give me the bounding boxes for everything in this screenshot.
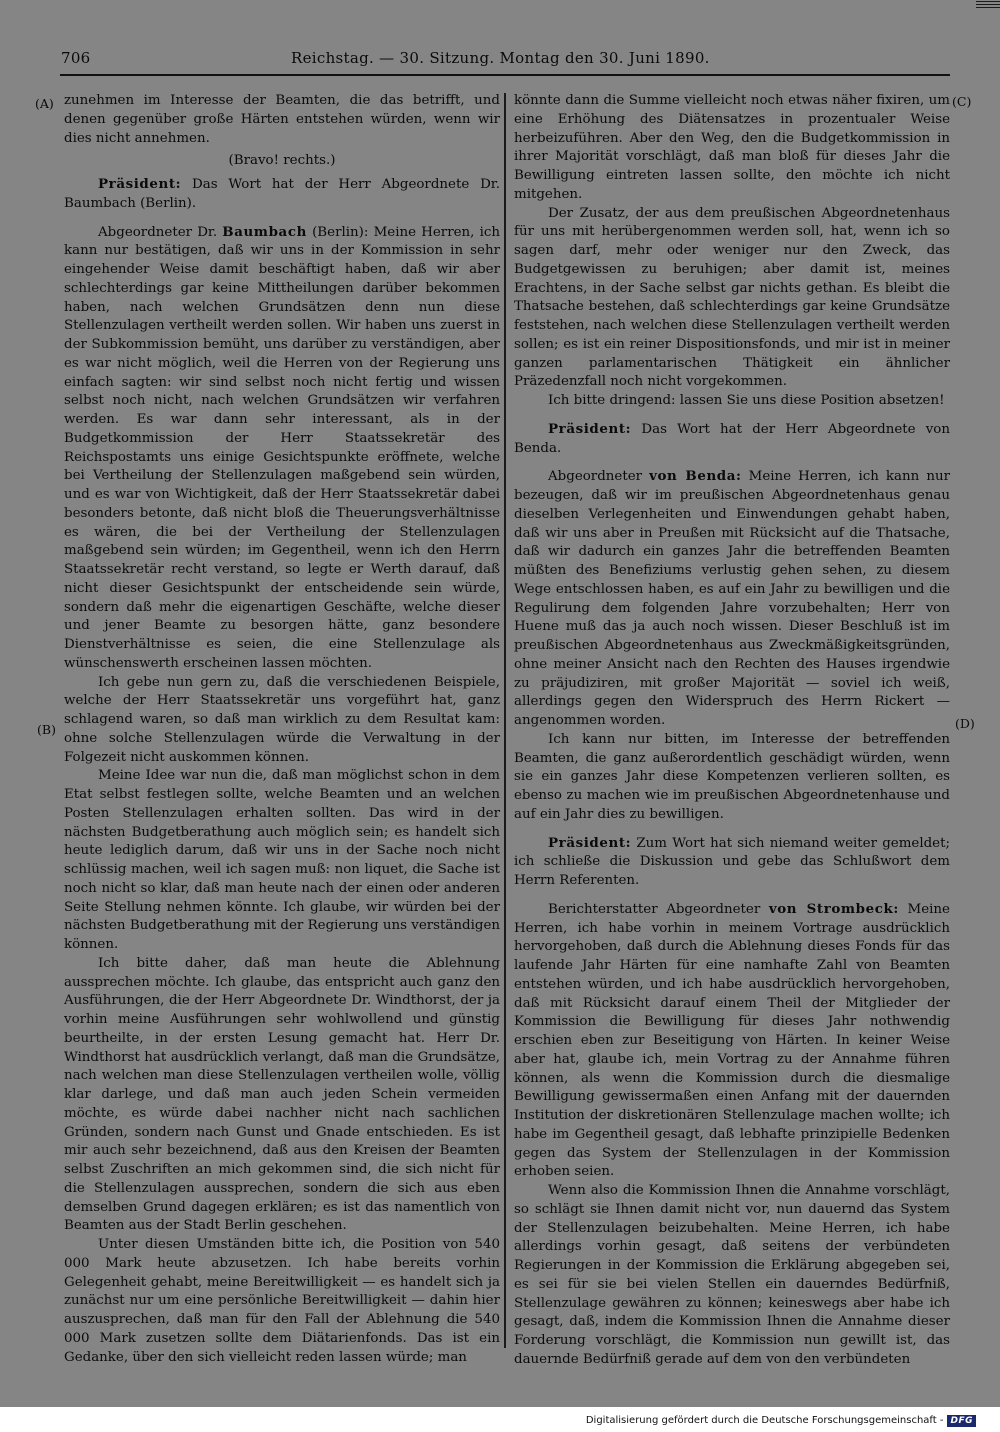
margin-marker-d: (D) [955,716,975,731]
digitization-credit [586,1414,976,1428]
credit-text: Digitalisierung gefördert durch die Deutsche Forschungsgemeinschaft - [585,1415,944,1426]
paragraph: Der Zusatz, der aus dem preußischen Abgeordnetenhaus für uns mit herübergenommen werden soll, hat, wenn ich so sagen darf, mehr oder weniger nur den Zweck, das Budgetgewissen zu beruhigen; aber damit ist, meines Erachtens, in der Sache selbst gar nichts gethan. Es bleibt die Thatsache bestehen, daß schlechterdings gar keine Grundsätze feststehen, nach welchen diese Stellenzulagen vertheilt werden sollen; es ist ein reiner Dispositionsfonds, und mir ist in meiner ganzen parlamentarischen Thätigkeit ein ähnlicher Präzedenzfall noch nicht vorgekommen. [514,205,950,390]
paragraph-text: Meine Herren, ich kann nur bezeugen, daß wir im preußischen Abgeordnetenhaus genau dieselben Verlegenheiten und Einwendungen gehabt haben, daß wir uns aber in Preußen mit Rücksicht auf die Thatsache, daß wir dadurch ein ganzes Jahr die betreffenden Beamten müßten des Benefiziums verlustig gehen sehen, zu diesem Wege entschlossen haben, es auf ein Jahr zu bewilligen und die Regulirung dem folgenden Jahre vorzubehalten; Herr von Huene muß das ja auch noch wissen. Dieser Beschluß ist im preußischen Abgeordnetenhaus aus Zweckmäßigkeitsgründen, ohne meiner Ansicht nach den Rechten des Hauses irgendwie zu präjudiziren, mit großer Majorität — soviel ich weiß, allerdings gegen den Widerspruch des Herrn Rickert — angenommen worden. [514,469,950,728]
speaker-name: Präsident: [548,420,632,437]
paragraph [64,223,500,674]
paragraph: Unter diesen Umständen bitte ich, die Position von 540 000 Mark heute abzusetzen. Ich habe bereits vorhin Gelegenheit gehabt, meine Bereitwilligkeit — es handelt sich ja zunächst nur um eine persönliche Bereitwilligkeit — dahin hier auszusprechen, daß man für den Fall der Ablehnung die 540 000 Mark zusetzen sollte dem Diätarienfonds. Das ist ein Gedanke, über den sich vielleicht reden lassen würde; man [64,1237,500,1365]
paragraph: Meine Idee war nun die, daß man möglichst schon in dem Etat selbst festlegen sollte, welche Beamten und an welchen Posten Stellenzulagen erhalten sollten. Das wird in der nächsten Budgetberathung auch möglich sein; es handelt sich heute lediglich darum, daß wir uns in der Sache noch nicht schlüssig machen, weil ich sagen muß: non liquet, die Sache ist noch nicht so klar, daß man heute nach der einen oder anderen Seite Stellung nehmen könnte. Ich glaube, wir würden bei der nächsten Budgetberathung mit der Regierung uns verständigen können. [64,768,500,952]
margin-marker-b: (B) [37,722,56,737]
right-column [514,92,950,1370]
header-rule [60,74,950,76]
paragraph [514,834,950,891]
speaker-prefix: Abgeordneter [548,469,650,485]
applause-note: (Bravo! rechts.) [228,153,336,169]
paragraph-text: Das Wort hat der Herr Abgeordnete Dr. Baumbach (Berlin). [64,177,500,211]
column-divider [504,93,506,1348]
page-number: 706 [61,49,91,67]
page-header [57,49,947,69]
paragraph [64,175,500,214]
speaker-prefix: Berichterstatter Abgeordneter [548,901,769,917]
paragraph: Ich kann nur bitten, im Interesse der betreffenden Beamten, die ganz außerordentlich geschädigt würden, wenn sie ein ganzes Jahr diese Kompetenzen verlieren sollten, es ebenso zu machen wie im preußischen Abgeordnetenhause und auf ein Jahr dies zu bewilligen. [514,731,950,822]
speaker-name: Präsident: [548,834,632,851]
speaker-name: von Strombeck: [768,900,899,917]
speaker-name: Baumbach [222,223,307,240]
paragraph: Ich bitte dringend: lassen Sie uns diese Position absetzen! [548,393,945,408]
left-column [64,92,500,1367]
speaker-name: von Benda: [649,468,742,485]
scan-edge-lines [976,0,1000,8]
paragraph: zunehmen im Interesse der Beamten, die das betrifft, und denen gegenüber große Härten entstehen würden, wenn wir dies nicht annehmen. [64,93,500,146]
margin-marker-c: (C) [952,94,972,109]
speaker-name: Präsident: [98,176,182,192]
margin-marker-a: (A) [35,96,54,111]
paragraph: Wenn also die Kommission Ihnen die Annahme vorschlägt, so schlägt sie Ihnen damit nicht vor, nun dauernd das System der Stellenzulagen beizubehalten. Meine Herren, ich habe allerdings vorhin gesagt, daß seitens der verbündeten Regierungen in der Kommission die Erklärung abgegeben sei, es sei für sie bei vielen Stellen ein dauerndes Bedürfniß, Stellenzulage gewähren zu können; keineswegs aber habe ich gesagt, daß, indem die Kommission Ihnen die Annahme dieser Forderung vorschlägt, die Kommission nun gewillt ist, das dauernde Bedürfniß gerade auf dem von den verbündeten [514,1183,950,1367]
dfg-logo: DFG [947,1415,976,1427]
paragraph-text: (Berlin): Meine Herren, ich kann nur bestätigen, daß wir uns in der Kommission in sehr eingehender Weise damit beschäftigt haben, daß wir aber schlechterdings gar keine Mittheilungen darüber bekommen haben, nach welchen Grundsätzen denn nun diese Stellenzulagen vertheilt werden sollen. Wir haben uns zuerst in der Subkommission bemüht, uns darüber zu verständigen, aber es war nicht möglich, weil die Herren von der Regierung uns einfach sagten: wir sind selbst noch nicht fertig und wissen selbst noch nicht, nach welchen Grundsätzen wir verfahren werden. Es war dann sehr interessant, als in der Budgetkommission der Herr Staatssekretär des Reichspostamts uns einige Gesichtspunkte eröffnete, welche bei Vertheilung der Stellenzulagen maßgebend sein würden, und es war von Wichtigkeit, daß der Herr Staatssekretär dabei besonders betonte, daß nicht bloß die Theuerungsverhältnisse es wären, die bei der Vertheilung der Stellenzulagen maßgebend sein würden; im Gegentheil, wenn ich den Herrn Staatssekretär recht verstand, so legte er Werth darauf, daß nicht dieser Gesichtspunkt der entscheidende sein würde, sondern daß mehr die eigenartigen Geschäfte, welche dieser und jener Beamte zu besorgen hätte, ganz besondere Dienstverhältnisse es seien, die eine Stellenzulage als wünschenswerth erscheinen lassen möchten. [64,224,500,671]
running-title: Reichstag. — 30. Sitzung. Montag den 30. Juni 1890. [291,49,710,67]
paragraph-text: Zum Wort hat sich niemand weiter gemeldet; ich schließe die Diskussion und gebe das Schlußwort dem Herrn Referenten. [514,835,950,888]
paragraph [514,900,950,1182]
paragraph: könnte dann die Summe vielleicht noch etwas näher fixiren, um eine Erhöhung des Diätensatzes in prozentualer Weise herbeizuführen. Aber den Weg, den die Budgetkommission in ihrer Majorität vorschlägt, daß man bloß für dieses Jahr die Bewilligung eintreten lassen sollte, den möchte ich nicht mitgehen. [514,93,950,202]
speaker-prefix: Abgeordneter Dr. [98,224,223,240]
paragraph [514,420,950,459]
paragraph-text: Das Wort hat der Herr Abgeordnete von Benda. [514,421,950,456]
paragraph [514,467,950,731]
paragraph: Ich gebe nun gern zu, daß die verschiedenen Beispiele, welche der Herr Staatssekretär uns vorgeführt hat, ganz schlagend waren, so daß man wirklich zu dem Resultat kam: ohne solche Stellenzulagen würde die Verwaltung in der Folgezeit nicht auskommen können. [64,674,500,765]
paragraph-text: Meine Herren, ich habe vorhin in meinem Vortrage ausdrücklich hervorgehoben, daß durch die Ablehnung dieses Fonds für das laufende Jahr Härten für eine namhafte Zahl von Beamten entstehen würden, und ich habe ausdrücklich hervorgehoben, daß mit Rücksicht darauf einem Theil der Mitglieder der Kommission die Bewilligung für dieses Jahr nothwendig erschien eben zur Beseitigung von Härten. In keiner Weise aber hat, glaube ich, mein Vortrag zu der Annahme führen können, als wenn die Kommission durch die diesmalige Bewilligung gewissermaßen einen Anfang mit der dauernden Institution der diskretionären Stellenzulage machen wollte; ich habe im Gegentheil gesagt, daß lebhafte prinzipielle Bedenken gegen das System der Stellenzulagen in der Kommission erhoben seien. [514,901,950,1180]
paragraph: Ich bitte daher, daß man heute die Ablehnung aussprechen möchte. Ich glaube, das entspricht auch ganz den Ausführungen, die der Herr Abgeordnete Dr. Windthorst, der ja vorhin meine Ausführungen sehr wohlwollend und günstig beurtheilte, in der ersten Lesung gemacht hat. Herr Dr. Windthorst hat ausdrücklich verlangt, daß man die Grundsätze, nach welchen man diese Stellenzulagen vertheilen wolle, völlig klar darlege, und daß man auch jeden Schein vermeiden möchte, es würde dabei nachher nicht nach sachlichen Gründen, sondern nach Gunst und Gnade entschieden. Es ist mir auch sehr bezeichnend, daß aus den Kreisen der Beamten selbst Zuschriften an mich gekommen sind, die sich nicht für die Stellenzulagen aussprechen, sondern die sich aus eben demselben Grund dagegen erklären; es ist das namentlich von Beamten aus der Stadt Berlin geschehen. [64,955,500,1234]
